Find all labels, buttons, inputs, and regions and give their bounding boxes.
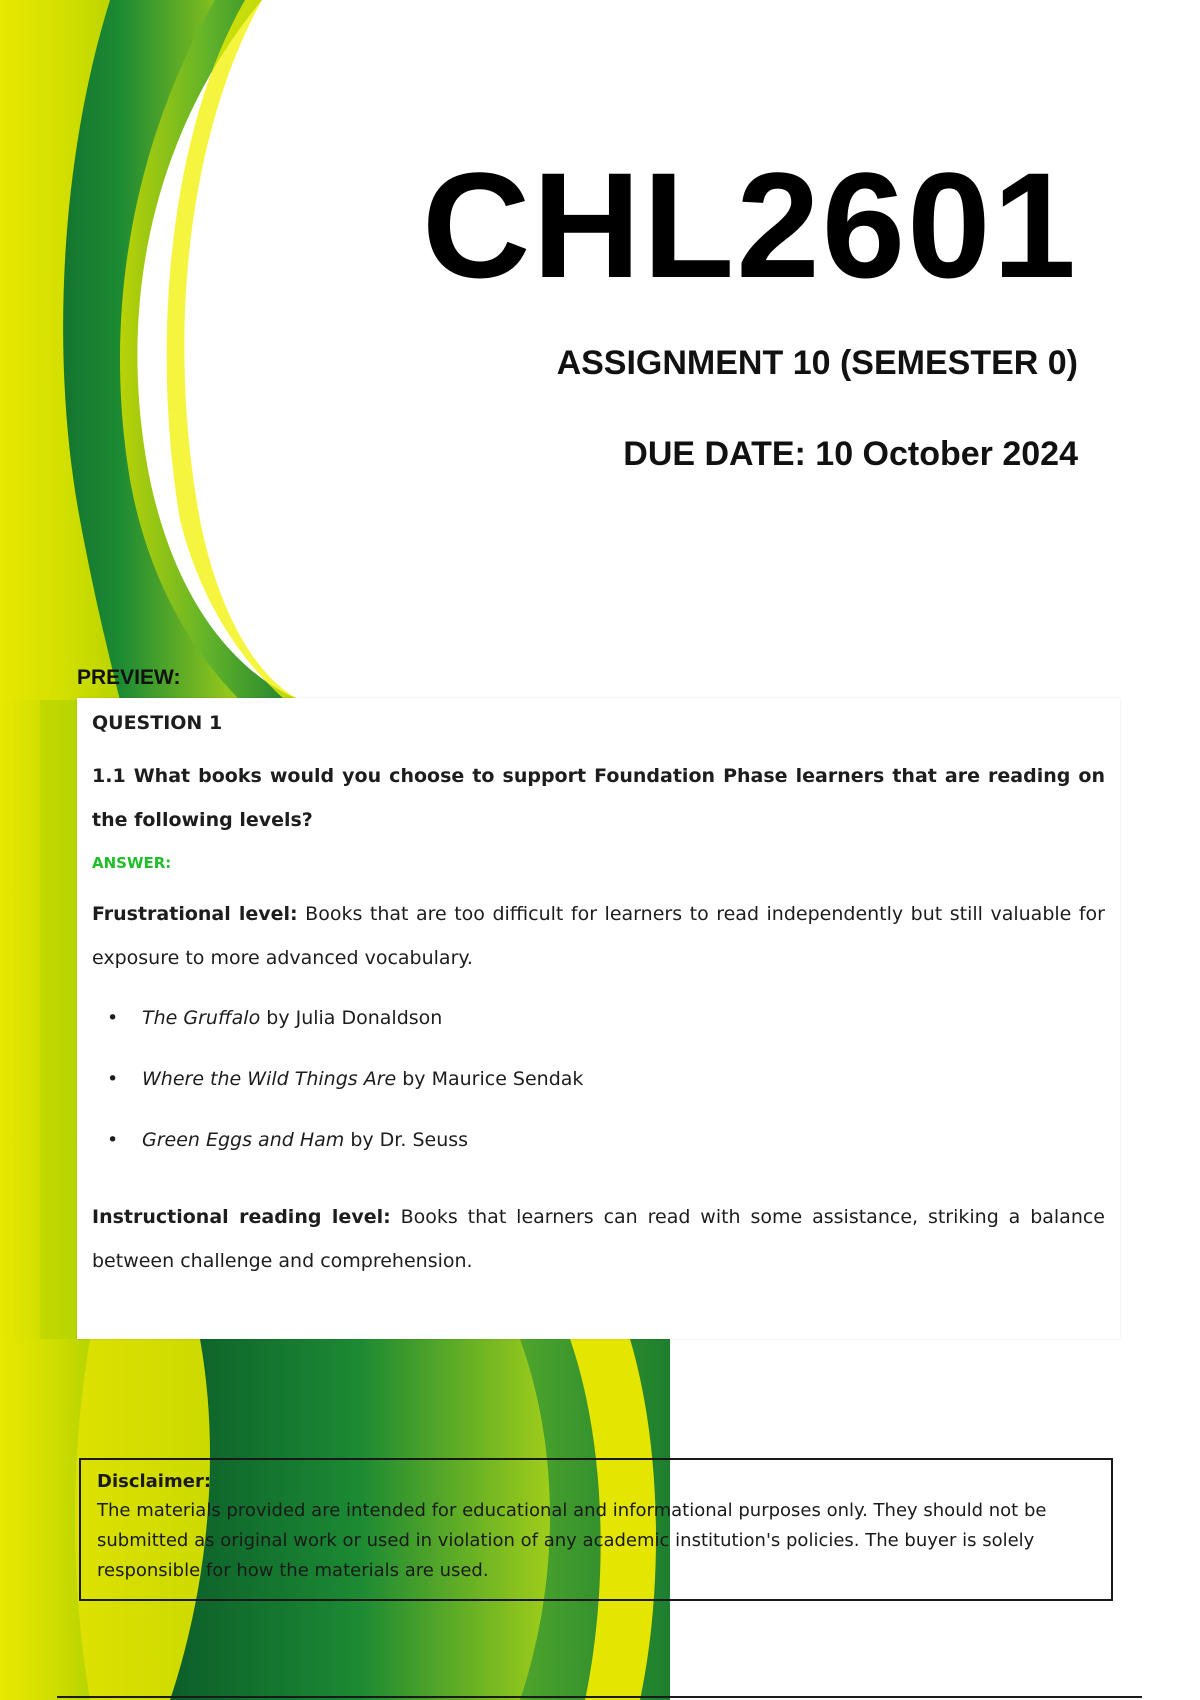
question-heading: QUESTION 1 [92, 712, 223, 734]
answer-label: ANSWER: [92, 854, 172, 872]
frustrational-paragraph [92, 892, 1105, 980]
book-author: by Dr. Seuss [344, 1129, 469, 1151]
list-item [92, 1110, 1105, 1171]
disclaimer-title: Disclaimer: [97, 1471, 212, 1492]
instructional-text: Books that learners can read with some assistance, striking a balance between challenge and comprehension. [92, 1206, 1106, 1272]
book-title: The Gruffalo [142, 1007, 261, 1029]
book-title: Green Eggs and Ham [142, 1129, 345, 1151]
frustrational-term: Frustrational level: [92, 903, 298, 925]
book-title: Where the Wild Things Are [142, 1068, 397, 1090]
disclaimer-box [79, 1458, 1113, 1601]
instructional-term: Instructional reading level: [92, 1206, 391, 1228]
bullet-icon: • [107, 1068, 119, 1090]
preview-panel [77, 698, 1120, 1339]
due-date: DUE DATE: 10 October 2024 [623, 435, 1078, 473]
preview-label: PREVIEW: [77, 666, 181, 689]
left-strip-shade [40, 700, 77, 1339]
disclaimer-text: The materials provided are intended for educational and informational purposes only. They should not be submitted as original work or used in violation of any academic institution's policies. The buyer is solely responsible for how the materials are used. [97, 1500, 1047, 1581]
list-item [92, 1049, 1105, 1110]
book-list [92, 988, 1105, 1171]
footer-divider [57, 1696, 1142, 1698]
book-author: by Julia Donaldson [260, 1007, 443, 1029]
assignment-title: ASSIGNMENT 10 (SEMESTER 0) [556, 344, 1078, 382]
frustrational-text: Books that are too difficult for learners to read independently but still valuable for exposure to more advanced vocabulary. [92, 903, 1105, 969]
book-author: by Maurice Sendak [396, 1068, 584, 1090]
course-code-title: CHL2601 [422, 141, 1078, 309]
bullet-icon: • [107, 1129, 119, 1151]
instructional-paragraph [92, 1195, 1105, 1283]
question-text: 1.1 What books would you choose to support Foundation Phase learners that are reading on the following levels? [92, 765, 1105, 831]
list-item [92, 988, 1105, 1049]
bullet-icon: • [107, 1007, 119, 1029]
